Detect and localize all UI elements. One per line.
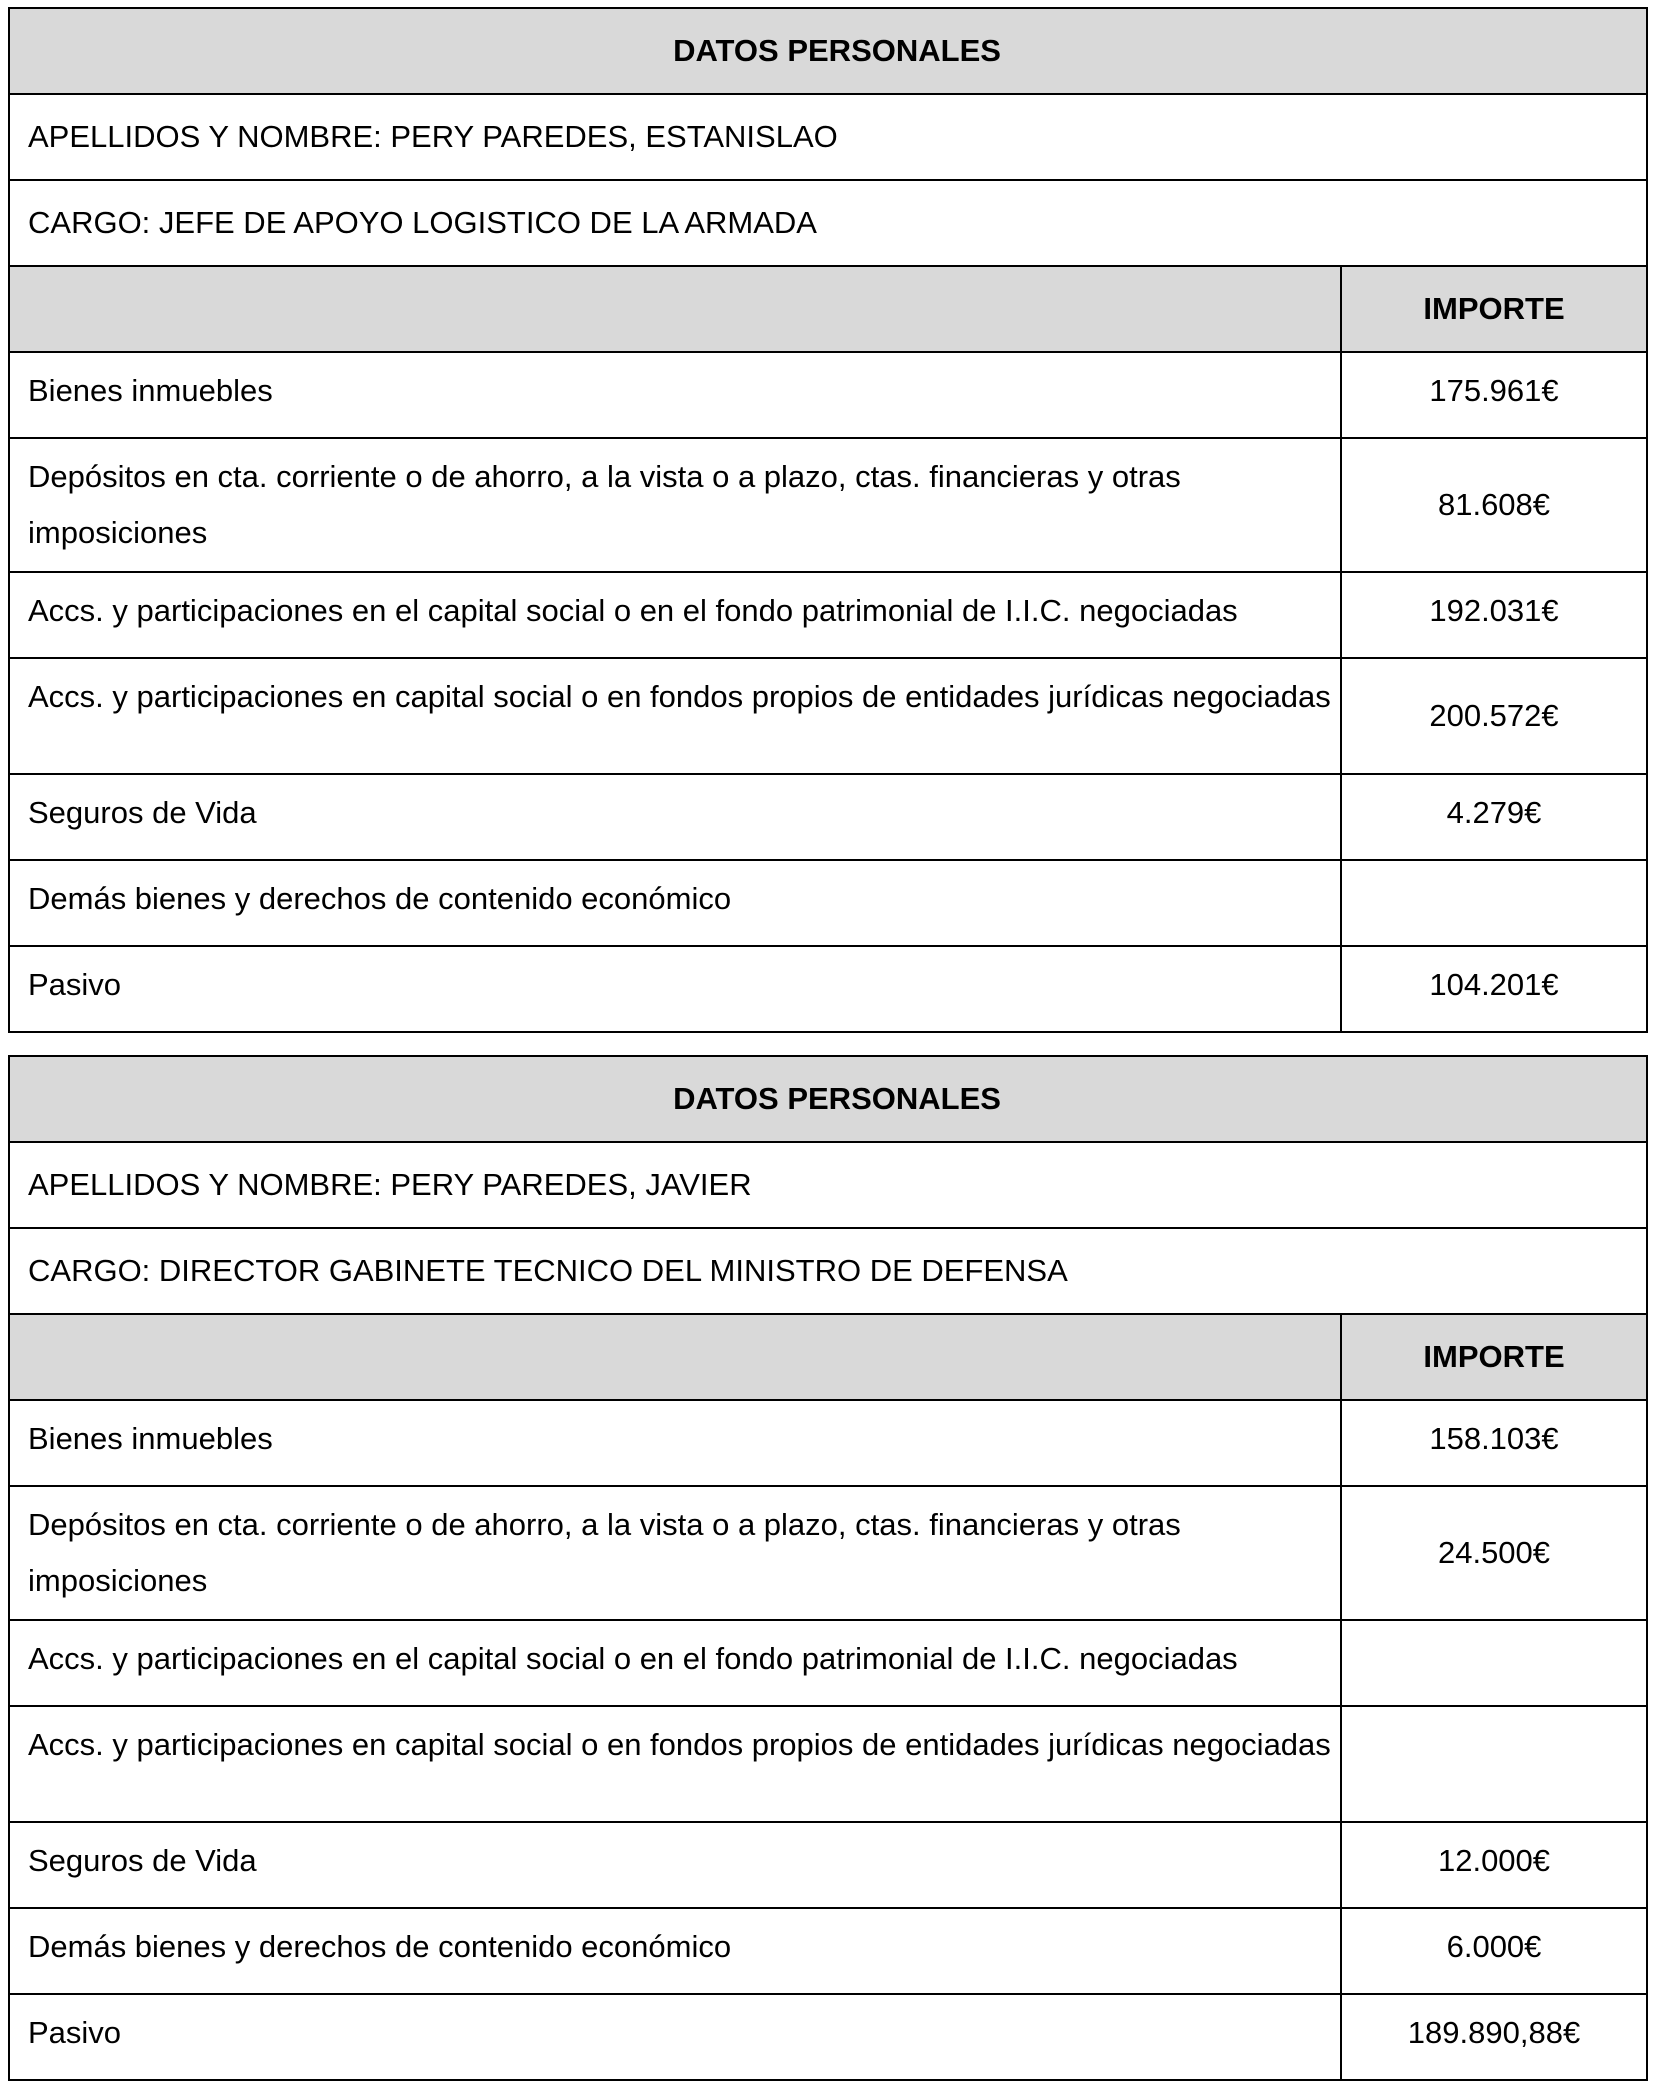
table-row — [9, 352, 1647, 438]
row-label: Bienes inmuebles — [9, 1400, 1341, 1486]
table-row — [9, 1620, 1647, 1706]
row-label: Depósitos en cta. corriente o de ahorro, a la vista o a plazo, ctas. financieras y otras imposiciones — [9, 438, 1341, 572]
table-row — [9, 1706, 1647, 1822]
row-amount: 81.608€ — [1341, 438, 1647, 572]
table-row — [9, 1908, 1647, 1994]
table-row — [9, 1400, 1647, 1486]
row-amount: 200.572€ — [1341, 658, 1647, 774]
row-amount — [1341, 1620, 1647, 1706]
table-row — [9, 774, 1647, 860]
declaration-table-1 — [8, 7, 1648, 1033]
concept-header-cell — [9, 1314, 1341, 1400]
amount-header: IMPORTE — [1341, 266, 1647, 352]
concept-header-cell — [9, 266, 1341, 352]
row-label: Demás bienes y derechos de contenido económico — [9, 860, 1341, 946]
name-line: APELLIDOS Y NOMBRE: PERY PAREDES, JAVIER — [9, 1142, 1647, 1228]
row-label: Accs. y participaciones en capital social o en fondos propios de entidades jurídicas negociadas — [9, 1706, 1341, 1822]
row-label: Accs. y participaciones en capital social o en fondos propios de entidades jurídicas negociadas — [9, 658, 1341, 774]
position-line: CARGO: JEFE DE APOYO LOGISTICO DE LA ARMADA — [9, 180, 1647, 266]
row-label: Demás bienes y derechos de contenido económico — [9, 1908, 1341, 1994]
row-label: Pasivo — [9, 1994, 1341, 2080]
name-row — [9, 1142, 1647, 1228]
row-amount — [1341, 1706, 1647, 1822]
row-label: Depósitos en cta. corriente o de ahorro, a la vista o a plazo, ctas. financieras y otras imposiciones — [9, 1486, 1341, 1620]
row-amount: 175.961€ — [1341, 352, 1647, 438]
row-label: Bienes inmuebles — [9, 352, 1341, 438]
table-row — [9, 1486, 1647, 1620]
amount-header: IMPORTE — [1341, 1314, 1647, 1400]
section-header-row — [9, 8, 1647, 94]
table-row — [9, 1822, 1647, 1908]
table-row — [9, 658, 1647, 774]
row-amount: 24.500€ — [1341, 1486, 1647, 1620]
row-amount: 12.000€ — [1341, 1822, 1647, 1908]
row-amount: 158.103€ — [1341, 1400, 1647, 1486]
section-title: DATOS PERSONALES — [9, 1056, 1647, 1142]
row-amount: 104.201€ — [1341, 946, 1647, 1032]
position-row — [9, 1228, 1647, 1314]
row-label: Accs. y participaciones en el capital social o en el fondo patrimonial de I.I.C. negociadas — [9, 572, 1341, 658]
position-row — [9, 180, 1647, 266]
row-label: Seguros de Vida — [9, 1822, 1341, 1908]
position-line: CARGO: DIRECTOR GABINETE TECNICO DEL MINISTRO DE DEFENSA — [9, 1228, 1647, 1314]
name-row — [9, 94, 1647, 180]
row-label: Accs. y participaciones en el capital social o en el fondo patrimonial de I.I.C. negociadas — [9, 1620, 1341, 1706]
table-row — [9, 572, 1647, 658]
table-row — [9, 860, 1647, 946]
row-amount — [1341, 860, 1647, 946]
amount-header-row — [9, 266, 1647, 352]
table-row — [9, 946, 1647, 1032]
table-row — [9, 438, 1647, 572]
row-amount: 4.279€ — [1341, 774, 1647, 860]
section-header-row — [9, 1056, 1647, 1142]
row-amount: 192.031€ — [1341, 572, 1647, 658]
row-label: Pasivo — [9, 946, 1341, 1032]
section-title: DATOS PERSONALES — [9, 8, 1647, 94]
declaration-table-2 — [8, 1055, 1648, 2081]
row-label: Seguros de Vida — [9, 774, 1341, 860]
amount-header-row — [9, 1314, 1647, 1400]
name-line: APELLIDOS Y NOMBRE: PERY PAREDES, ESTANISLAO — [9, 94, 1647, 180]
table-row — [9, 1994, 1647, 2080]
row-amount: 189.890,88€ — [1341, 1994, 1647, 2080]
row-amount: 6.000€ — [1341, 1908, 1647, 1994]
